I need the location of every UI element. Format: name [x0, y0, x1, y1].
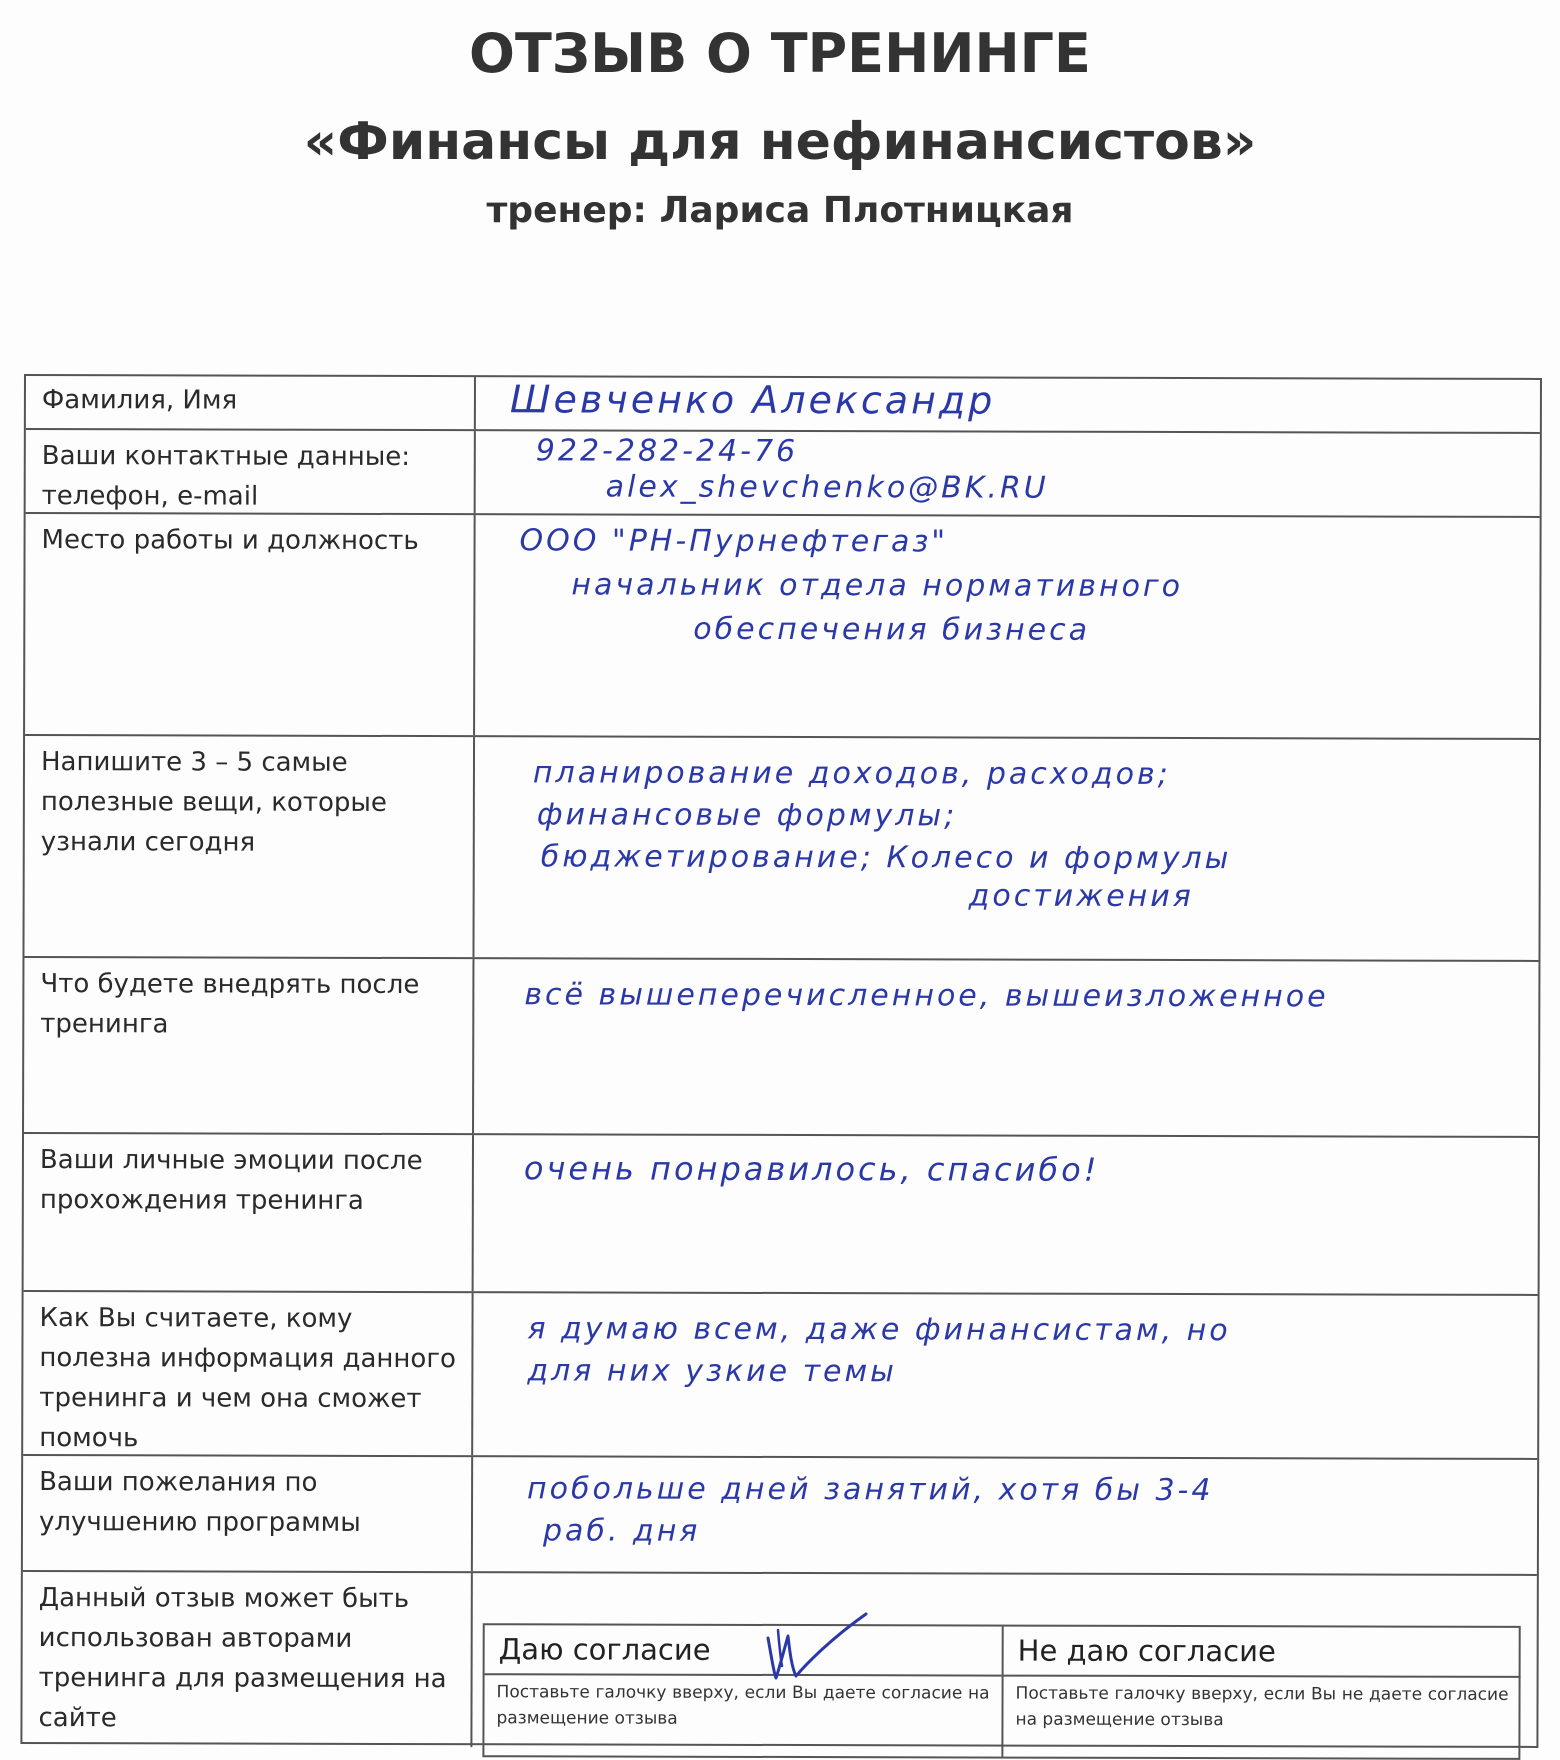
implement-label: Что будете внедрять после тренинга — [40, 969, 420, 1040]
name-label: Фамилия, Имя — [41, 385, 238, 416]
emotions-label: Ваши личные эмоции после прохождения тренинга — [39, 1145, 423, 1216]
consent-checkmark — [762, 1608, 872, 1684]
implement-value: всё вышеперечисленное, вышеизложенное — [524, 977, 1329, 1015]
contacts-phone: 922-282-24-76 — [535, 433, 799, 470]
consent-no-label: Не даю согласие — [1017, 1633, 1276, 1669]
whom-label: Как Вы считаете, кому полезна информация данного тренинга и чем она сможет помочь — [39, 1303, 456, 1454]
row-name — [26, 376, 1540, 434]
name-value: Шевченко Александр — [509, 377, 996, 423]
trainer-name: тренер: Лариса Плотницкая — [486, 190, 1074, 231]
contacts-label: Ваши контактные данные: телефон, e-mail — [41, 441, 411, 512]
contacts-email: alex_shevchenko@BK.RU — [605, 469, 1049, 506]
whom-line-2: для них узкие темы — [527, 1353, 897, 1390]
consent-yes-cell[interactable] — [484, 1625, 1001, 1756]
course-title: «Финансы для нефинансистов» — [303, 112, 1257, 172]
row-whom — [23, 1292, 1537, 1460]
feedback-form — [20, 374, 1542, 1748]
emotions-value: очень понравилось, спасибо! — [523, 1149, 1100, 1189]
consent-label: Данный отзыв может быть использован авторами тренинга для размещения на сайте — [38, 1583, 447, 1734]
consent-yes-note: Поставьте галочку вверху, если Вы даете согласие на размещение отзыва — [496, 1682, 990, 1729]
work-line-3: обеспечения бизнеса — [693, 611, 1091, 648]
row-contacts — [26, 430, 1540, 518]
row-useful — [24, 736, 1539, 962]
row-work — [25, 514, 1540, 740]
row-emotions — [24, 1134, 1538, 1296]
work-label: Место работы и должность — [41, 525, 419, 557]
whom-line-1: я думаю всем, даже финансистам, но — [527, 1311, 1231, 1349]
useful-line-2: финансовые формулы; — [536, 797, 958, 834]
wishes-label: Ваши пожелания по улучшению программы — [38, 1467, 361, 1538]
useful-line-3: бюджетирование; Колесо и формулы — [540, 839, 1232, 877]
wishes-line-2: раб. дня — [542, 1513, 701, 1549]
work-line-1: ООО "РН-Пурнефтегаз" — [519, 523, 949, 560]
consent-no-note: Поставьте галочку вверху, если Вы не даете согласие на размещение отзыва — [1015, 1683, 1509, 1731]
consent-no-cell[interactable] — [1001, 1627, 1520, 1758]
consent-box — [482, 1623, 1520, 1760]
wishes-line-1: побольше дней занятий, хотя бы 3-4 — [527, 1471, 1214, 1509]
work-line-2: начальник отдела нормативного — [571, 567, 1184, 605]
row-wishes — [23, 1456, 1537, 1576]
form-title: ОТЗЫВ О ТРЕНИНГЕ — [469, 22, 1091, 85]
row-implement — [24, 958, 1538, 1138]
useful-line-1: планирование доходов, расходов; — [532, 755, 1171, 793]
consent-yes-label: Даю согласие — [498, 1632, 711, 1667]
useful-line-4: достижения — [968, 878, 1194, 915]
useful-label: Напишите 3 – 5 самые полезные вещи, которые узнали сегодня — [40, 747, 387, 858]
